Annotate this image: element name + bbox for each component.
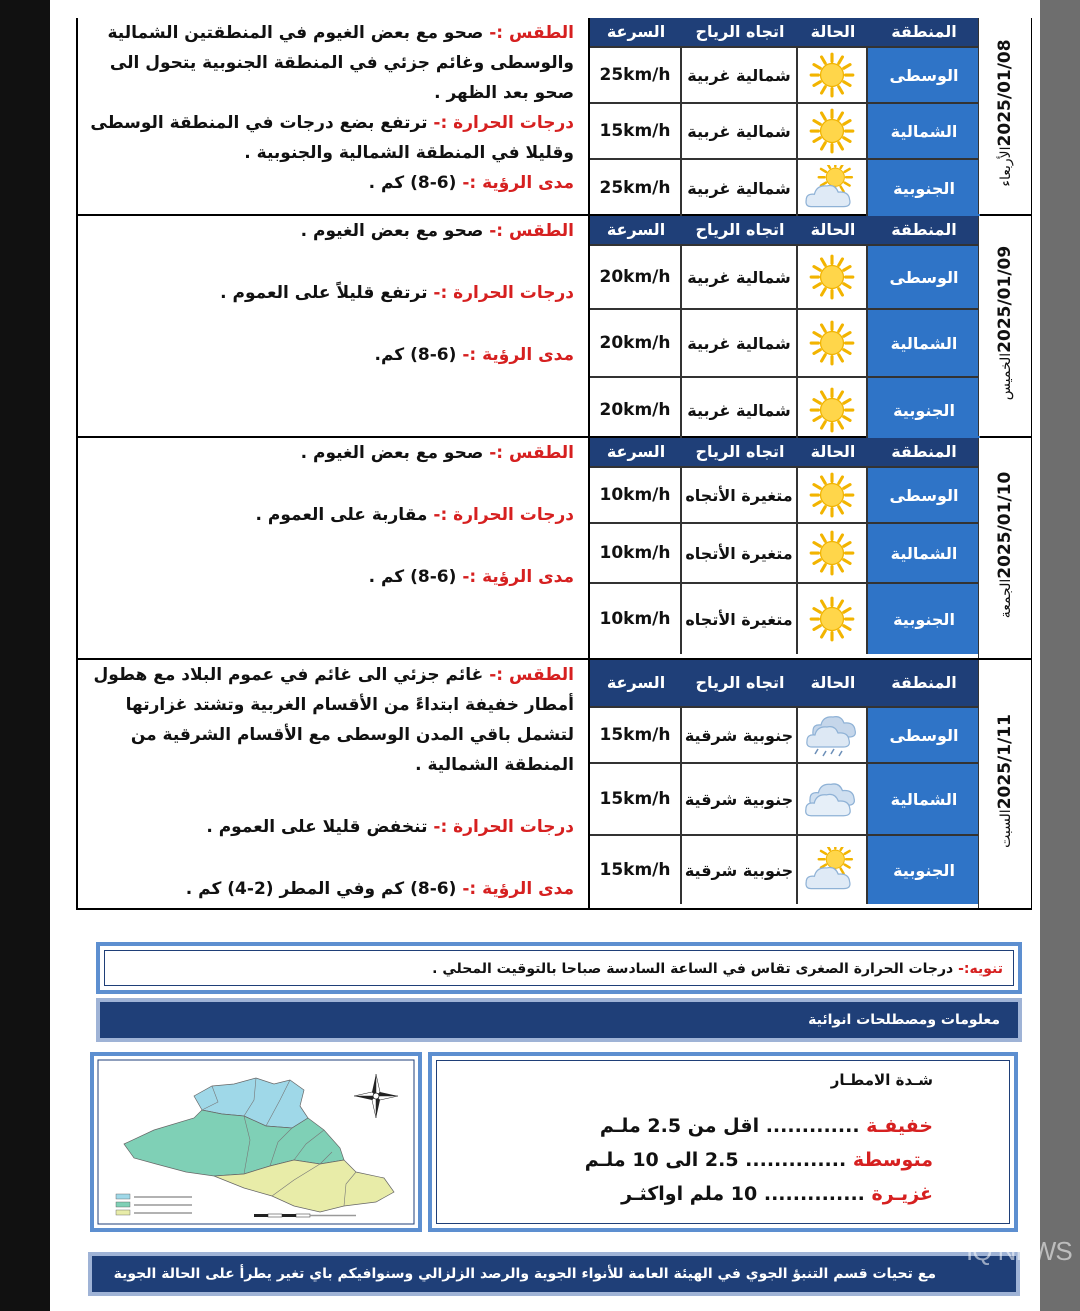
temperature-text: ترتفع بضع درجات في المنطقة الوسطى وقليلا في المنطقة الشمالية والجنوبية .	[90, 113, 574, 163]
temperature-text: ترتفع قليلاً على العموم .	[220, 283, 428, 303]
day-date: 2025/01/08	[995, 39, 1015, 147]
region-name: الجنوبية	[868, 160, 980, 216]
weather-line	[84, 18, 574, 108]
visibility-label: مدى الرؤية :-	[462, 173, 574, 193]
weather-text: صحو مع بعض الغيوم .	[300, 443, 484, 463]
region-row-middle	[590, 244, 980, 308]
rain-row-light: خفيفـة ............. اقل من 2.5 ملـم	[599, 1115, 933, 1137]
weekday: الخميس	[998, 352, 1014, 401]
weekday: الأربعاء	[998, 146, 1014, 187]
region-row-south	[590, 582, 980, 654]
partly-cloudy-icon	[798, 836, 868, 904]
weather-label: الطقس :-	[489, 23, 574, 43]
rain-row-heavy: غزيـرة .............. 10 ملم اواكثـر	[621, 1183, 933, 1205]
temperature-text: تنخفض قليلا على العموم .	[206, 817, 428, 837]
temperature-line	[84, 278, 574, 308]
wind-direction: جنوبية شرقية	[682, 836, 798, 904]
forecast-day	[78, 216, 1030, 438]
region-row-middle	[590, 466, 980, 522]
grid-header	[590, 216, 980, 244]
info-bar	[96, 998, 1022, 1042]
grid-header	[590, 18, 980, 46]
region-name: الجنوبية	[868, 378, 980, 442]
day-description	[84, 438, 574, 658]
region-name: الجنوبية	[868, 836, 980, 904]
rain-row-moderate: متوسطة .............. 2.5 الى 10 ملـم	[584, 1149, 933, 1171]
weather-line	[84, 438, 574, 468]
wind-speed: 25km/h	[590, 160, 682, 216]
wind-speed: 10km/h	[590, 584, 682, 654]
temperature-label: درجات الحرارة :-	[433, 283, 574, 303]
rain-intensity-title: شـدة الامطـار	[830, 1071, 933, 1089]
temperature-label: درجات الحرارة :-	[433, 505, 574, 525]
region-row-middle	[590, 706, 980, 762]
wind-direction: متغيرة الأتجاه	[682, 584, 798, 654]
footer-bar	[88, 1252, 1020, 1296]
region-name: الشمالية	[868, 524, 980, 582]
temperature-line	[84, 108, 574, 168]
wind-speed: 25km/h	[590, 48, 682, 102]
region-name: الوسطى	[868, 708, 980, 762]
wind-direction: شمالية غربية	[682, 104, 798, 158]
header-wind-direction: اتجاه الرياح	[695, 442, 785, 461]
visibility-label: مدى الرؤية :-	[462, 345, 574, 365]
weather-text: صحو مع بعض الغيوم .	[300, 221, 484, 241]
date-column	[978, 660, 1031, 908]
day-grid	[588, 18, 980, 214]
partly-cloudy-icon	[798, 160, 868, 216]
header-region: المنطقة	[891, 442, 957, 461]
wind-direction: جنوبية شرقية	[682, 708, 798, 762]
weather-text: غائم جزئي الى غائم في عموم البلاد مع هطول أمطار خفيفة ابتداءً من الأقسام الغربية وتشتد غزارتها لتشمل باقي المدن الوسطى مع الأقسام الشرقية من المنطقة الشمالية .	[93, 665, 574, 775]
region-row-south	[590, 376, 980, 442]
wind-direction: شمالية غربية	[682, 246, 798, 308]
sun-icon	[798, 584, 868, 654]
date-column	[978, 216, 1031, 436]
rain-intensity-box	[428, 1052, 1018, 1232]
sun-icon	[798, 378, 868, 442]
left-edge	[0, 0, 50, 1311]
weather-label: الطقس :-	[489, 221, 574, 241]
wind-direction: متغيرة الأتجاه	[682, 524, 798, 582]
wind-speed: 20km/h	[590, 246, 682, 308]
wind-direction: شمالية غربية	[682, 310, 798, 376]
header-wind-direction: اتجاه الرياح	[695, 22, 785, 41]
wind-speed: 20km/h	[590, 378, 682, 442]
day-description	[84, 18, 574, 214]
header-region: المنطقة	[891, 220, 957, 239]
wind-speed: 15km/h	[590, 764, 682, 834]
weather-label: الطقس :-	[489, 443, 574, 463]
weather-label: الطقس :-	[489, 665, 574, 685]
wind-speed: 10km/h	[590, 524, 682, 582]
wind-direction: شمالية غربية	[682, 48, 798, 102]
region-name: الشمالية	[868, 310, 980, 376]
header-speed: السرعة	[606, 220, 666, 239]
weather-line	[84, 660, 574, 780]
header-speed: السرعة	[606, 442, 666, 461]
wind-direction: متغيرة الأتجاه	[682, 468, 798, 522]
weather-line	[84, 216, 574, 246]
note-text: درجات الحرارة الصغرى تقاس في الساعة السادسة صباحا بالتوقيت المحلي .	[432, 961, 954, 977]
region-name: الوسطى	[868, 48, 980, 102]
info-bar-title: معلومات ومصطلحات انوائية	[808, 1012, 1000, 1028]
weather-text: صحو مع بعض الغيوم في المنطقتين الشمالية والوسطى وغائم جزئي في المنطقة الجنوبية يتحول الى صحو بعد الظهر .	[107, 23, 574, 103]
forecast-day	[78, 660, 1030, 910]
region-name: الوسطى	[868, 468, 980, 522]
visibility-line	[84, 562, 574, 592]
day-description	[84, 216, 574, 436]
weekday: السبت	[998, 809, 1014, 848]
forecast-day	[78, 438, 1030, 660]
temperature-line	[84, 812, 574, 842]
date-column	[978, 438, 1031, 658]
visibility-text: (6-8) كم .	[368, 173, 457, 193]
visibility-text: (6-8) كم وفي المطر (2-4) كم .	[185, 879, 457, 899]
region-row-north	[590, 308, 980, 376]
header-condition: الحالة	[810, 220, 856, 239]
sun-icon	[798, 310, 868, 376]
date-column	[978, 18, 1031, 214]
visibility-label: مدى الرؤية :-	[462, 879, 574, 899]
wind-direction: شمالية غربية	[682, 160, 798, 216]
grid-header	[590, 438, 980, 466]
region-name: الجنوبية	[868, 584, 980, 654]
iraq-regions-map	[94, 1056, 418, 1228]
sun-icon	[798, 524, 868, 582]
header-speed: السرعة	[606, 22, 666, 41]
right-edge	[1040, 0, 1080, 1311]
wind-speed: 15km/h	[590, 708, 682, 762]
wind-speed: 20km/h	[590, 310, 682, 376]
note-box	[96, 942, 1022, 994]
sun-icon	[798, 48, 868, 102]
footer-text: مع تحيات قسم التنبؤ الجوي في الهيئة العامة للأنواء الجوية والرصد الزلزالي وسنوافيكم باي تغير يطرأ على الحالة الجوية	[113, 1266, 936, 1282]
day-grid	[588, 438, 980, 658]
sun-icon	[798, 468, 868, 522]
weekday: الجمعة	[998, 578, 1014, 619]
region-name: الوسطى	[868, 246, 980, 308]
header-region: المنطقة	[891, 673, 957, 692]
header-region: المنطقة	[891, 22, 957, 41]
wind-direction: شمالية غربية	[682, 378, 798, 442]
header-condition: الحالة	[810, 442, 856, 461]
visibility-line	[84, 340, 574, 370]
day-date: 2025/1/11	[995, 714, 1015, 810]
note-label: تنويه:-	[958, 961, 1003, 977]
visibility-line	[84, 874, 574, 904]
header-condition: الحالة	[810, 22, 856, 41]
visibility-text: (6-8) كم.	[374, 345, 457, 365]
watermark-logo: IQ NEWS	[966, 1236, 1072, 1266]
region-row-north	[590, 522, 980, 582]
region-row-south	[590, 158, 980, 216]
visibility-text: (6-8) كم .	[368, 567, 457, 587]
wind-speed: 15km/h	[590, 104, 682, 158]
wind-speed: 10km/h	[590, 468, 682, 522]
region-row-middle	[590, 46, 980, 102]
cloud-icon	[798, 764, 868, 834]
sun-icon	[798, 104, 868, 158]
visibility-line	[84, 168, 574, 198]
temperature-label: درجات الحرارة :-	[433, 113, 574, 133]
region-row-south	[590, 834, 980, 904]
wind-direction: جنوبية شرقية	[682, 764, 798, 834]
temperature-line	[84, 500, 574, 530]
header-wind-direction: اتجاه الرياح	[695, 220, 785, 239]
region-row-north	[590, 102, 980, 158]
wind-speed: 15km/h	[590, 836, 682, 904]
day-date: 2025/01/10	[995, 471, 1015, 579]
region-row-north	[590, 762, 980, 834]
day-description	[84, 660, 574, 908]
sun-icon	[798, 246, 868, 308]
temperature-label: درجات الحرارة :-	[433, 817, 574, 837]
temperature-text: مقاربة على العموم .	[255, 505, 428, 525]
day-grid	[588, 660, 980, 908]
header-wind-direction: اتجاه الرياح	[695, 673, 785, 692]
region-name: الشمالية	[868, 104, 980, 158]
rain-cloud-icon	[798, 708, 868, 762]
visibility-label: مدى الرؤية :-	[462, 567, 574, 587]
grid-header	[590, 660, 980, 706]
forecast-day	[78, 18, 1030, 216]
header-condition: الحالة	[810, 673, 856, 692]
region-name: الشمالية	[868, 764, 980, 834]
iraq-map-box	[90, 1052, 422, 1232]
day-grid	[588, 216, 980, 436]
day-date: 2025/01/09	[995, 245, 1015, 353]
header-speed: السرعة	[606, 673, 666, 692]
